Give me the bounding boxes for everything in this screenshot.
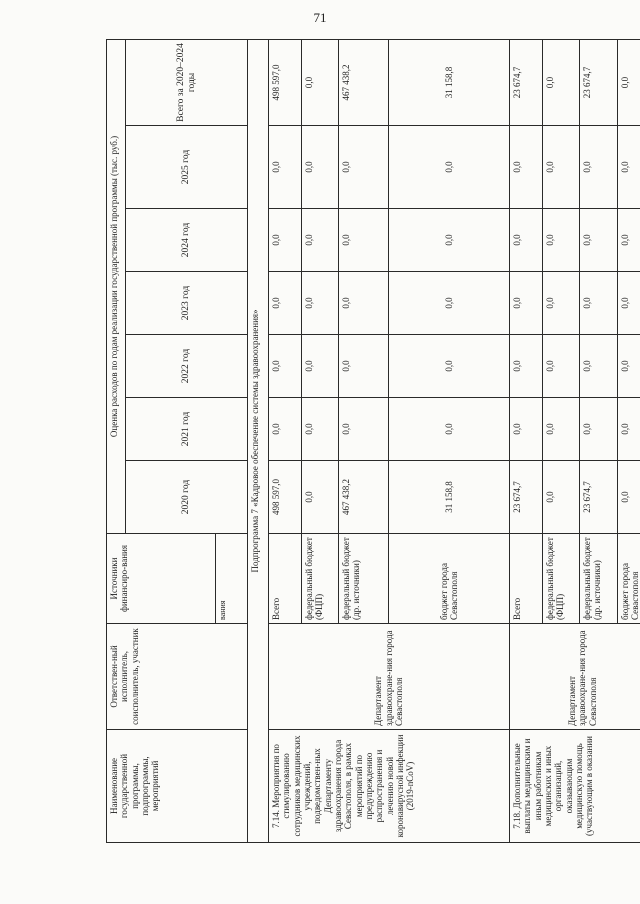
- value-2025: 0,0: [339, 126, 389, 209]
- value-2020: 0,0: [302, 461, 339, 534]
- value-2025: 0,0: [510, 126, 543, 209]
- source-label: Всего: [510, 534, 543, 624]
- table-row: [510, 39, 543, 842]
- rotated-table-wrapper: [106, 40, 640, 843]
- value-2025: 0,0: [618, 126, 640, 209]
- measure-name: 7.14. Мероприятия по стимулированию сотрудников медицинских учреждений, подведомствен-ных Департаменту здравоохранения города Севастополя, в рамках мероприятий по предупреждению распространения и лечению новой коронавирусной инфекции (2019-nCoV): [269, 730, 510, 843]
- page-number: 71: [313, 10, 327, 25]
- value-2020: 23 674,7: [580, 461, 618, 534]
- value-2021: 0,0: [269, 398, 302, 461]
- header-year-2024: 2024 год: [126, 209, 248, 272]
- value-total: 23 674,7: [580, 39, 618, 125]
- source-label: федеральный бюджет (ФЦП): [302, 534, 339, 624]
- value-2025: 0,0: [543, 126, 580, 209]
- value-2022: 0,0: [389, 335, 510, 398]
- source-label: федеральный бюджет (др. источники): [339, 534, 389, 624]
- header-year-2021: 2021 год: [126, 398, 248, 461]
- value-total: 0,0: [618, 39, 640, 125]
- value-2025: 0,0: [389, 126, 510, 209]
- value-2024: 0,0: [339, 209, 389, 272]
- value-2025: 0,0: [580, 126, 618, 209]
- value-2024: 0,0: [302, 209, 339, 272]
- value-2022: 0,0: [543, 335, 580, 398]
- value-total: 498 597,0: [269, 39, 302, 125]
- value-total: 31 158,8: [389, 39, 510, 125]
- source-label: федеральный бюджет (ФЦП): [543, 534, 580, 624]
- subprogram-title: Подпрограмма 7 «Кадровое обеспечение системы здравоохранения»: [248, 39, 269, 842]
- value-2020: 467 438,2: [339, 461, 389, 534]
- value-total: 0,0: [543, 39, 580, 125]
- value-total: 467 438,2: [339, 39, 389, 125]
- value-2020: 498 597,0: [269, 461, 302, 534]
- value-2022: 0,0: [302, 335, 339, 398]
- value-2023: 0,0: [580, 272, 618, 335]
- value-2023: 0,0: [389, 272, 510, 335]
- value-2021: 0,0: [389, 398, 510, 461]
- measure-responsible: Департамент здравоохране-ния города Севастополя: [269, 624, 510, 730]
- measure-responsible: Департамент здравоохране-ния города Севастополя: [510, 624, 640, 730]
- value-2022: 0,0: [269, 335, 302, 398]
- value-2020: 31 158,8: [389, 461, 510, 534]
- value-2023: 0,0: [618, 272, 640, 335]
- header-year-2025: 2025 год: [126, 126, 248, 209]
- source-label: бюджет города Севастополя: [618, 534, 640, 624]
- value-2020: 0,0: [543, 461, 580, 534]
- value-2020: 23 674,7: [510, 461, 543, 534]
- value-2021: 0,0: [580, 398, 618, 461]
- source-label: Всего: [269, 534, 302, 624]
- value-2022: 0,0: [510, 335, 543, 398]
- value-2022: 0,0: [580, 335, 618, 398]
- source-label: федеральный бюджет (др. источники): [580, 534, 618, 624]
- header-estimate: Оценка расходов по годам реализации государственной программы (тыс. руб.): [107, 39, 126, 533]
- value-2023: 0,0: [302, 272, 339, 335]
- value-2025: 0,0: [302, 126, 339, 209]
- header-year-2020: 2020 год: [126, 461, 248, 534]
- header-sources: Источники финансиро-вания: [107, 534, 216, 624]
- funding-table: [106, 39, 640, 843]
- value-2021: 0,0: [510, 398, 543, 461]
- source-label: бюджет города Севастополя: [389, 534, 510, 624]
- header-year-2022: 2022 год: [126, 335, 248, 398]
- rotated-table: [106, 40, 640, 843]
- value-2024: 0,0: [389, 209, 510, 272]
- header-name: Наименование государственной программы, подпрограммы, мероприятий: [107, 730, 248, 843]
- value-2024: 0,0: [510, 209, 543, 272]
- value-2023: 0,0: [510, 272, 543, 335]
- value-2020: 0,0: [618, 461, 640, 534]
- header-year-2023: 2023 год: [126, 272, 248, 335]
- measure-name: 7.18. Дополнительные выплаты медицинским и иным работникам медицинских и иных организаций, оказывающим медицинскую помощь (участвующим в оказании: [510, 730, 640, 843]
- value-2024: 0,0: [269, 209, 302, 272]
- value-2021: 0,0: [543, 398, 580, 461]
- value-2021: 0,0: [618, 398, 640, 461]
- value-2022: 0,0: [618, 335, 640, 398]
- value-2023: 0,0: [543, 272, 580, 335]
- value-total: 0,0: [302, 39, 339, 125]
- header-total: Всего за 2020–2024 годы: [126, 39, 248, 125]
- value-2021: 0,0: [302, 398, 339, 461]
- value-2024: 0,0: [618, 209, 640, 272]
- value-2023: 0,0: [269, 272, 302, 335]
- value-2023: 0,0: [339, 272, 389, 335]
- header-sources-overflow: вания: [216, 534, 248, 624]
- header-responsible: Ответствен-ный исполнитель, соисполнитель, участник: [107, 624, 248, 730]
- value-2025: 0,0: [269, 126, 302, 209]
- value-2021: 0,0: [339, 398, 389, 461]
- value-2022: 0,0: [339, 335, 389, 398]
- value-2024: 0,0: [580, 209, 618, 272]
- table-row: [269, 39, 302, 842]
- value-total: 23 674,7: [510, 39, 543, 125]
- value-2024: 0,0: [543, 209, 580, 272]
